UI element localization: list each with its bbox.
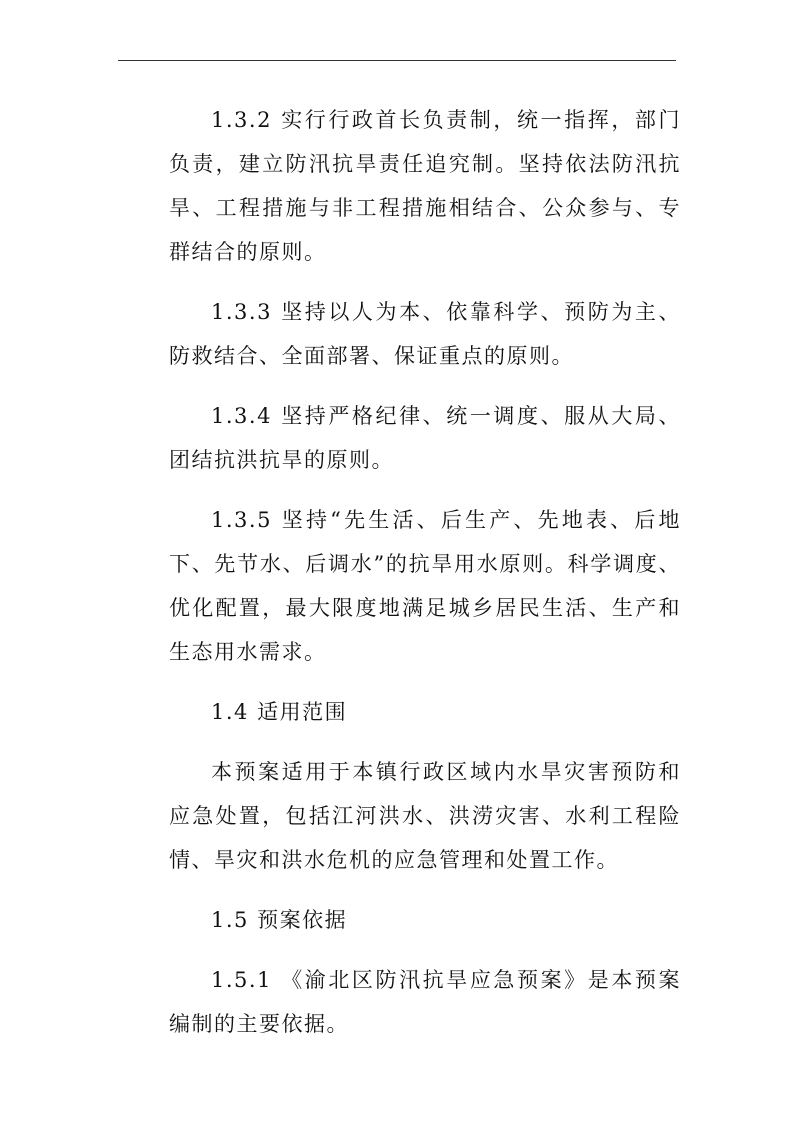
paragraph-1-3-5: 1.3.5 坚持“先生活、后生产、先地表、后地下、先节水、后调水”的抗旱用水原则。科学调度、优化配置，最大限度地满足城乡居民生活、生产和生态用水需求。	[169, 508, 681, 664]
paragraph-1-3-3: 1.3.3 坚持以人为本、依靠科学、预防为主、防救结合、全面部署、保证重点的原则。	[169, 300, 681, 368]
header-rule	[118, 60, 676, 61]
paragraph-scope: 本预案适用于本镇行政区域内水旱灾害预防和应急处置，包括江河洪水、洪涝灾害、水利工程险情、旱灾和洪水危机的应急管理和处置工作。	[169, 760, 681, 872]
paragraph-1-5-1: 1.5.1 《渝北区防汛抗旱应急预案》是本预案编制的主要依据。	[169, 968, 681, 1036]
paragraph-1-3-2: 1.3.2 实行行政首长负责制，统一指挥，部门负责，建立防汛抗旱责任追究制。坚持依法防汛抗旱、工程措施与非工程措施相结合、公众参与、专群结合的原则。	[169, 108, 681, 264]
paragraph-1-3-4: 1.3.4 坚持严格纪律、统一调度、服从大局、团结抗洪抗旱的原则。	[169, 404, 681, 472]
section-heading-1-5: 1.5 预案依据	[211, 908, 348, 932]
document-body	[169, 98, 681, 1062]
section-heading-1-4: 1.4 适用范围	[211, 700, 348, 724]
